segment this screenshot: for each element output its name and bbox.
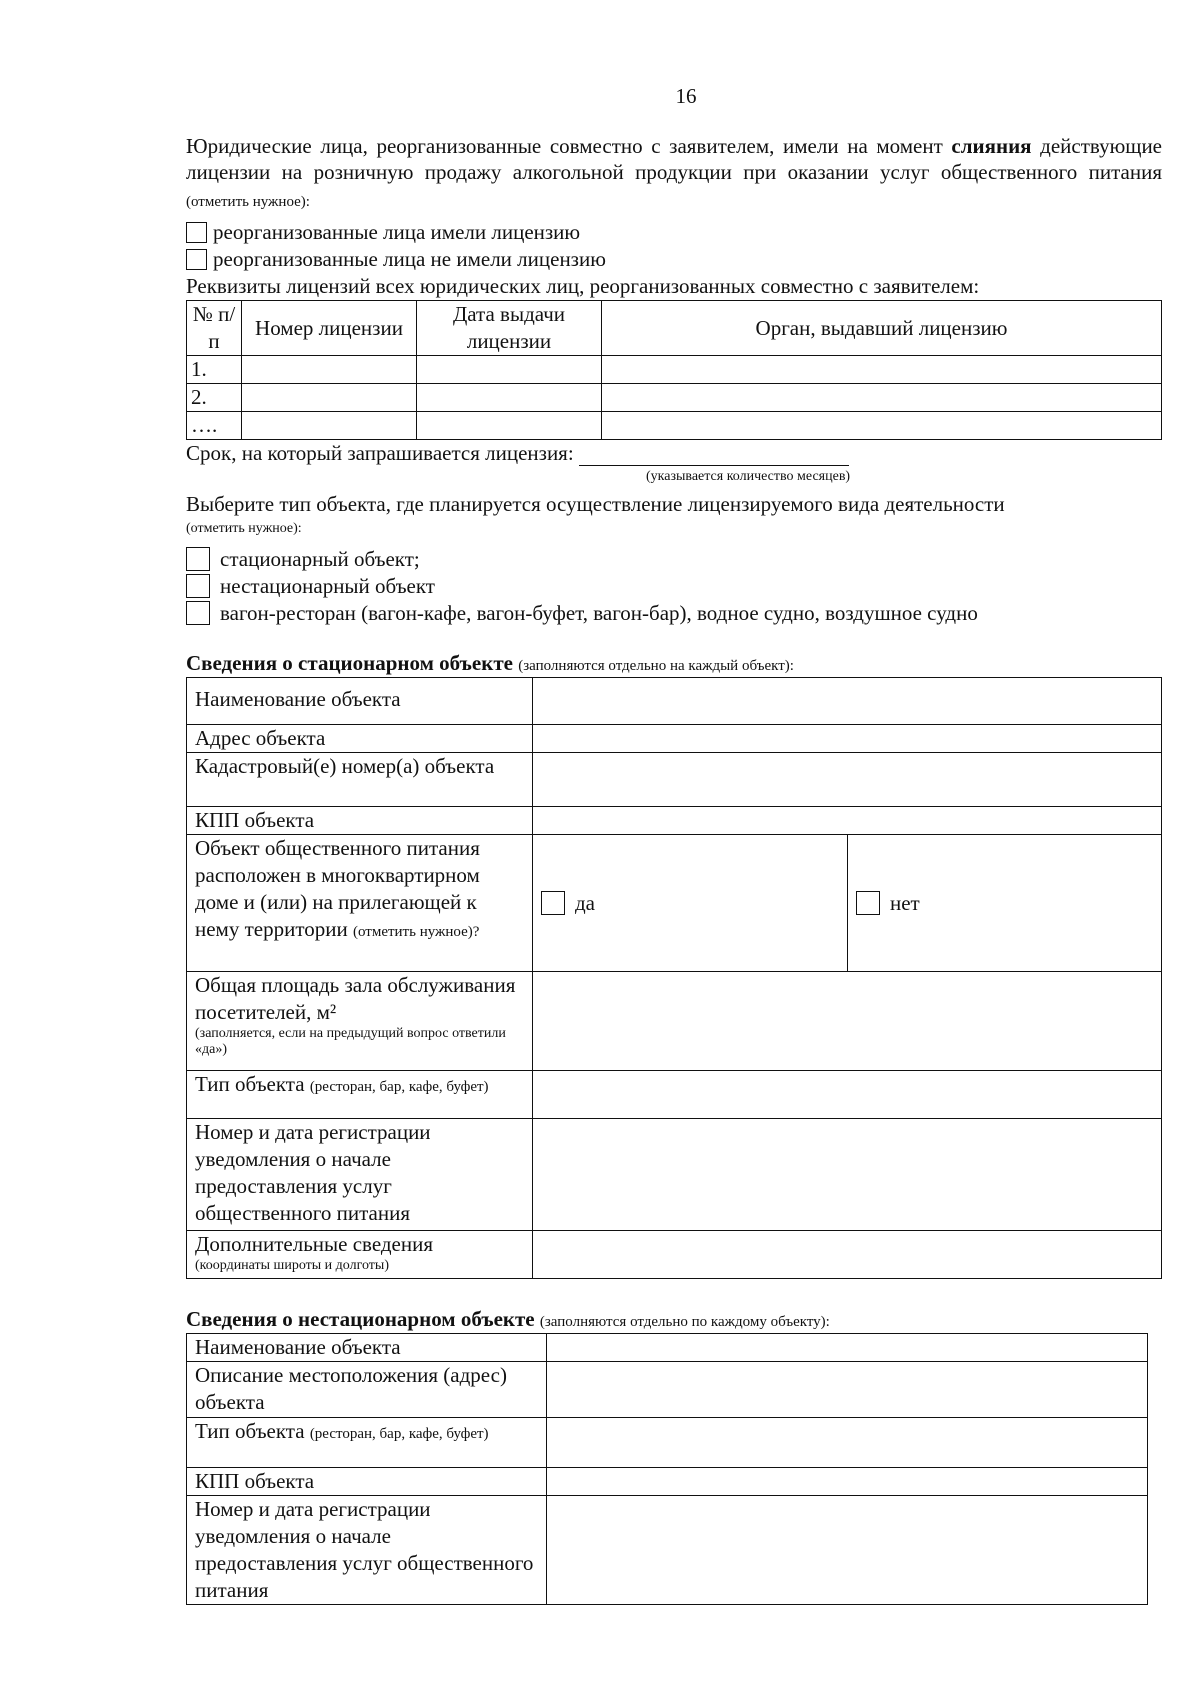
merger-paragraph: Юридические лица, реорганизованные совместно с заявителем, имели на момент слияния действующие лицензии на розничную продажу алкогольной продукции при оказании услуг общественного питания (отметить нужное): <box>186 134 1162 210</box>
header-license-number: Номер лицензии <box>242 301 417 356</box>
stationary-cadastral-label: Кадастровый(е) номер(а) объекта <box>187 753 533 807</box>
stationary-type-label: Тип объекта (ресторан, бар, кафе, буфет) <box>187 1071 533 1119</box>
license-table-caption: Реквизиты лицензий всех юридических лиц, реорганизованных совместно с заявителем: <box>186 274 980 298</box>
issue-date-cell[interactable] <box>417 356 602 384</box>
issuer-cell[interactable] <box>602 412 1162 440</box>
stationary-extra-label: Дополнительные сведения (координаты широты и долготы) <box>187 1231 533 1279</box>
nonstationary-type-value[interactable] <box>547 1418 1148 1468</box>
header-number: № п/п <box>187 301 242 356</box>
stationary-apartment-no-cell <box>848 835 1162 972</box>
stationary-kpp-value[interactable] <box>533 807 1162 835</box>
table-row: 2. <box>187 384 1162 412</box>
stationary-kpp-label: КПП объекта <box>187 807 533 835</box>
object-type-nonstationary[interactable]: нестационарный объект <box>186 573 435 599</box>
stationary-extra-value[interactable] <box>533 1231 1162 1279</box>
stationary-table <box>186 677 1162 1279</box>
nonstationary-type-label: Тип объекта (ресторан, бар, кафе, буфет) <box>187 1418 547 1468</box>
header-issuer: Орган, выдавший лицензию <box>602 301 1162 356</box>
checkbox[interactable] <box>186 547 210 571</box>
stationary-section-title: Сведения о стационарном объекте (заполняются отдельно на каждый объект): <box>186 651 794 675</box>
issue-date-cell[interactable] <box>417 412 602 440</box>
nonstationary-notice-label: Номер и дата регистрации уведомления о начале предоставления услуг общественного питания <box>187 1496 547 1605</box>
yes-option[interactable]: да <box>541 890 839 917</box>
term-input-line[interactable] <box>579 445 849 466</box>
stationary-name-value[interactable] <box>533 678 1162 725</box>
nonstationary-notice-value[interactable] <box>547 1496 1148 1605</box>
checkbox[interactable] <box>541 891 565 915</box>
license-option-had-not[interactable]: реорганизованные лица не имели лицензию <box>186 246 606 272</box>
nonstationary-name-label: Наименование объекта <box>187 1334 547 1362</box>
term-hint: (указывается количество месяцев) <box>646 469 851 484</box>
stationary-address-value[interactable] <box>533 725 1162 753</box>
stationary-apartment-label: Объект общественного питания расположен в многоквартирном доме и (или) на прилегающей к нему территории (отметить нужное)? <box>187 835 533 972</box>
page-number: 16 <box>675 84 697 108</box>
stationary-notice-label: Номер и дата регистрации уведомления о начале предоставления услуг общественного питания <box>187 1119 533 1231</box>
license-number-cell[interactable] <box>242 384 417 412</box>
nonstationary-table <box>186 1333 1148 1605</box>
nonstationary-kpp-label: КПП объекта <box>187 1468 547 1496</box>
object-type-question: Выберите тип объекта, где планируется осуществление лицензируемого вида деятельности <box>186 492 1005 516</box>
object-type-stationary[interactable]: стационарный объект; <box>186 546 420 572</box>
checkbox[interactable] <box>186 222 207 243</box>
stationary-address-label: Адрес объекта <box>187 725 533 753</box>
nonstationary-section-title: Сведения о нестационарном объекте (заполняются отдельно по каждому объекту): <box>186 1307 830 1331</box>
license-number-cell[interactable] <box>242 356 417 384</box>
stationary-name-label: Наименование объекта <box>187 678 533 725</box>
stationary-notice-value[interactable] <box>533 1119 1162 1231</box>
license-option-had[interactable]: реорганизованные лица имели лицензию <box>186 219 580 245</box>
license-table <box>186 300 1162 440</box>
issue-date-cell[interactable] <box>417 384 602 412</box>
stationary-area-value[interactable] <box>533 972 1162 1071</box>
stationary-cadastral-value[interactable] <box>533 753 1162 807</box>
nonstationary-location-label: Описание местоположения (адрес) объекта <box>187 1362 547 1418</box>
table-row: 1. <box>187 356 1162 384</box>
nonstationary-location-value[interactable] <box>547 1362 1148 1418</box>
checkbox[interactable] <box>856 891 880 915</box>
checkbox[interactable] <box>186 249 207 270</box>
nonstationary-kpp-value[interactable] <box>547 1468 1148 1496</box>
table-row: …. <box>187 412 1162 440</box>
issuer-cell[interactable] <box>602 356 1162 384</box>
checkbox[interactable] <box>186 574 210 598</box>
no-option[interactable]: нет <box>856 890 1153 917</box>
object-type-transport[interactable]: вагон-ресторан (вагон-кафе, вагон-буфет, вагон-бар), водное судно, воздушное судно <box>186 600 978 626</box>
nonstationary-name-value[interactable] <box>547 1334 1148 1362</box>
stationary-area-label: Общая площадь зала обслуживания посетителей, м² (заполняется, если на предыдущий вопрос ответили «да») <box>187 972 533 1071</box>
license-number-cell[interactable] <box>242 412 417 440</box>
merger-bold-word: слияния <box>951 134 1032 158</box>
term-line: Срок, на который запрашивается лицензия: <box>186 440 1162 466</box>
checkbox[interactable] <box>186 601 210 625</box>
object-type-note: (отметить нужное): <box>186 521 302 536</box>
issuer-cell[interactable] <box>602 384 1162 412</box>
stationary-apartment-yes-cell <box>533 835 848 972</box>
stationary-type-value[interactable] <box>533 1071 1162 1119</box>
header-issue-date: Дата выдачи лицензии <box>417 301 602 356</box>
